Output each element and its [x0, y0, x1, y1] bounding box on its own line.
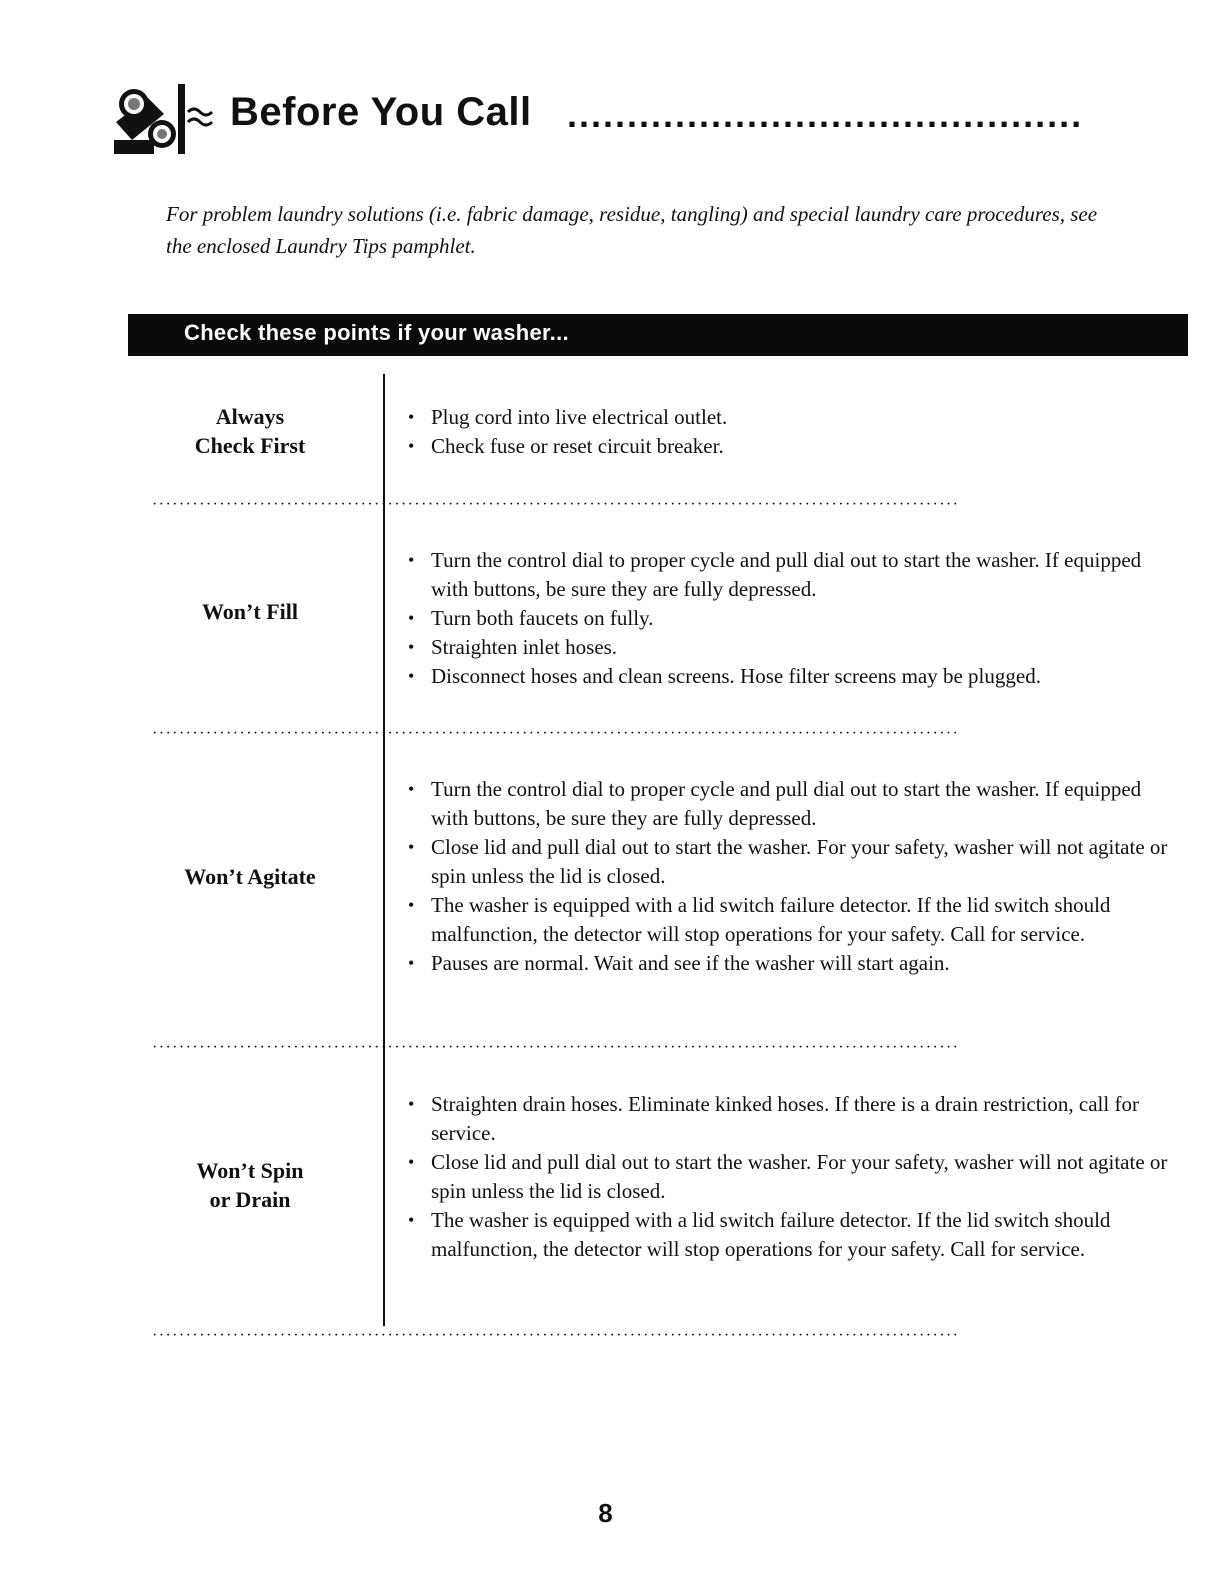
- row-items-wont-spin-or-drain: [408, 1090, 1178, 1264]
- row-label-line: Check First: [194, 433, 306, 458]
- row-items-always-check-first: [408, 403, 1178, 461]
- list-item: • Plug cord into live electrical outlet.: [408, 403, 1178, 432]
- row-separator: ························································································································: [152, 1329, 960, 1343]
- row-label-line: Won’t Agitate: [184, 864, 316, 889]
- intro-note: For problem laundry solutions (i.e. fabric damage, residue, tangling) and special laundry care procedures, see the enclosed Laundry Tips pamphlet.: [166, 202, 1098, 258]
- section-bar: [128, 314, 1188, 356]
- row-label-wont-spin-or-drain: [150, 1156, 350, 1214]
- row-separator: ························································································································: [152, 1041, 960, 1055]
- row-label-wont-agitate: [150, 862, 350, 891]
- list-item: • Turn the control dial to proper cycle and pull dial out to start the washer. If equipped with buttons, be sure they are fully depressed.: [408, 546, 1178, 604]
- row-label-always-check-first: [150, 402, 350, 460]
- page-header: [112, 72, 1172, 162]
- list-item: • Turn both faucets on fully.: [408, 604, 1178, 633]
- row-items-wont-fill: [408, 546, 1178, 691]
- row-separator: ························································································································: [152, 727, 960, 741]
- list-item: • Straighten inlet hoses.: [408, 633, 1178, 662]
- list-item: • Turn the control dial to proper cycle and pull dial out to start the washer. If equipped with buttons, be sure they are fully depressed.: [408, 775, 1178, 833]
- list-item: • The washer is equipped with a lid switch failure detector. If the lid switch should malfunction, the detector will stop operations for your safety. Call for service.: [408, 1206, 1178, 1264]
- row-items-wont-agitate: [408, 775, 1178, 978]
- list-item: • Close lid and pull dial out to start the washer. For your safety, washer will not agitate or spin unless the lid is closed.: [408, 1148, 1178, 1206]
- column-divider: [383, 374, 385, 1326]
- page-title: Before You Call: [230, 90, 532, 134]
- washer-hoses-icon: [112, 78, 222, 158]
- list-item: • Close lid and pull dial out to start the washer. For your safety, washer will not agitate or spin unless the lid is closed.: [408, 833, 1178, 891]
- row-label-line: Always: [215, 404, 285, 429]
- list-item: • Check fuse or reset circuit breaker.: [408, 432, 1178, 461]
- list-item: • Disconnect hoses and clean screens. Hose filter screens may be plugged.: [408, 662, 1178, 691]
- row-label-line: or Drain: [209, 1187, 291, 1212]
- row-label-wont-fill: [150, 597, 350, 626]
- section-bar-title: Check these points if your washer...: [184, 320, 569, 345]
- row-separator: ························································································································: [152, 498, 960, 512]
- row-label-line: Won’t Fill: [202, 599, 298, 624]
- list-item: • The washer is equipped with a lid switch failure detector. If the lid switch should malfunction, the detector will stop operations for your safety. Call for service.: [408, 891, 1178, 949]
- list-item: • Pauses are normal. Wait and see if the washer will start again.: [408, 949, 1178, 978]
- list-item: • Straighten drain hoses. Eliminate kinked hoses. If there is a drain restriction, call for service.: [408, 1090, 1178, 1148]
- row-label-line: Won’t Spin: [196, 1158, 304, 1183]
- title-dot-leader: ...........................................: [567, 94, 1084, 134]
- page-number: 8: [598, 1498, 613, 1528]
